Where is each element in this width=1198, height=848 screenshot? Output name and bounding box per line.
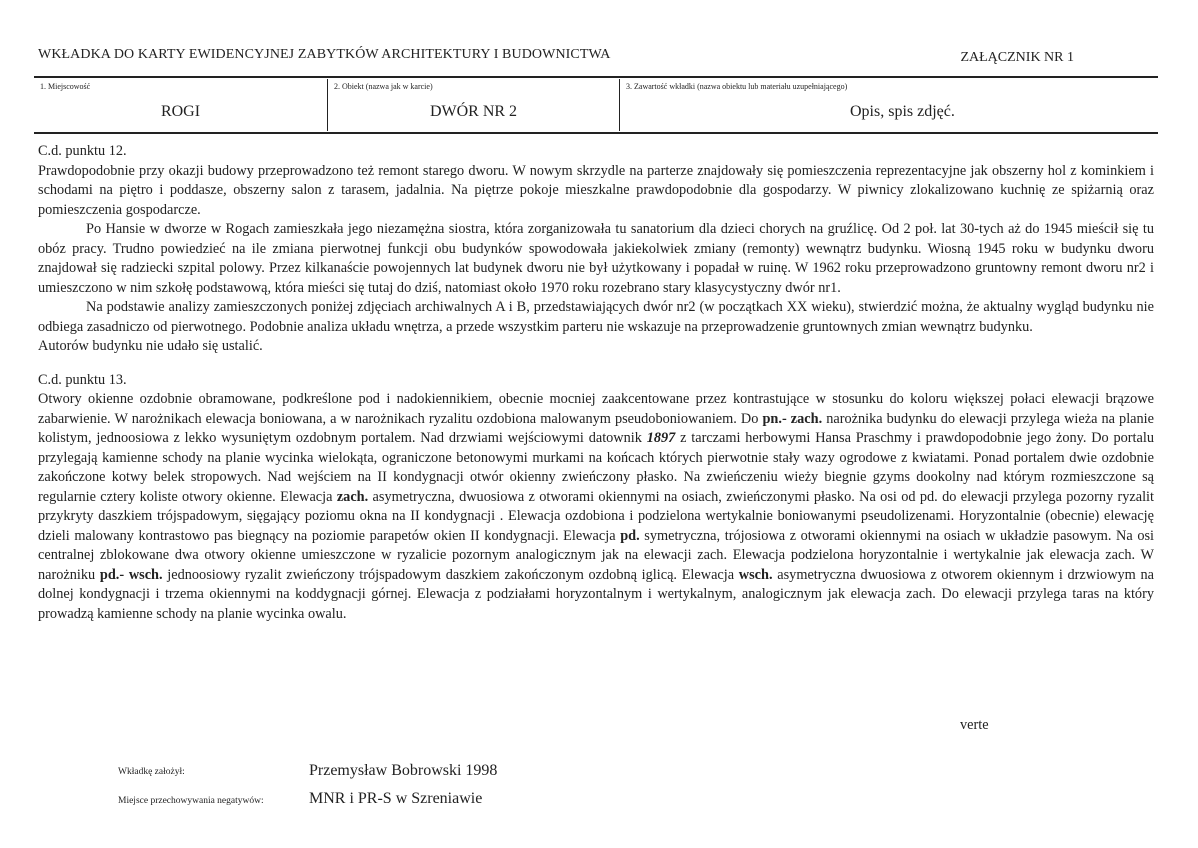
text-run: asymetryczna dwuosiowa z otworem okiennym i drzwiowym na dolnej kondygnacji i trzema okiennymi na koddygnacji górnej. Elewacja z podziałami horyzontalnym i wertykalnym, analogicznym jak elewacja zach. Do elewacji przylega taras na który prowadzą kamienne schody na planie wycinka owalu.: [38, 566, 1154, 622]
text-run: symetryczna, trójosiowa z otworami okiennymi na osiach w układzie pasowym. Na osi centralnej zblokowane dwa otwory okienne umieszczone w ryzalicie pozornym analogicznym jak na elewacji zach. Elewacja podzielona horyzontalnie i wertykalnie jak elewacja zach. W narożniku: [38, 527, 1155, 583]
section-13-paragraph: [38, 390, 1154, 624]
document-title: WKŁADKA DO KARTY EWIDENCYJNEJ ZABYTKÓW ARCHITEKTURY I BUDOWNICTWA: [38, 47, 611, 62]
header-rule-top: [34, 76, 1158, 78]
section-gap: [38, 357, 1154, 371]
contents-value: Opis, spis zdjęć.: [850, 103, 955, 120]
section-12-paragraph-2: Po Hansie w dworze w Rogach zamieszkała jego niezamężna siostra, która zorganizowała tu sanatorium dla dzieci chorych na gruźlicę. Od 2 poł. lat 30-tych aż do 1945 mieścił się tu obóz pracy. Trudno powiedzieć na ile zmiana pierwotnej funkcji obu budynków spowodowała jakiekolwiek zmiany (remonty) wewnątrz budynku. Wiosną 1945 roku w budynku dworu znajdował się radziecki szpital polowy. Przez kilkanaście powojennych lat budynek dworu nie był użytkowany i popadał w ruinę. W 1962 roku przeprowadzono gruntowny remont dworu nr2 i umieszczono w nim szkołę podstawową, która mieści się tutaj do dziś, natomiast około 1970 roku rozebrano stary klasycystyczny dwór nr1.: [38, 221, 1154, 296]
contents-label: 3. Zawartość wkładki (nazwa obiektu lub materiału uzupełniającego): [626, 82, 848, 91]
locality-label: 1. Miejscowość: [40, 82, 91, 91]
storage-label: Miejsce przechowywania negatywów:: [118, 796, 264, 806]
section-12-paragraph-4: Autorów budynku nie udało się ustalić.: [38, 338, 263, 354]
storage-value: MNR i PR-S w Szreniawie: [309, 790, 483, 807]
bold-direction-zach: zach.: [336, 488, 369, 505]
text-run: z tarczami herbowymi Hansa Praschmy i prawdopodobnie jego żony. Do portalu przylegają kamienne schody na planie wycinka wielokąta, ograniczone betonowymi murkami na końcach których pierwotnie stały wazy ogrodowe z kwiatami. Ponad portalem dwie ozdobnie zakończone kotwy belek stropowych. Nad wejściem na II kondygnacji otwór okienny zwieńczony płasko. Na zwieńczeniu wieży biegnie gzyms dookolny nad którym rozmieszczone są regularnie cztery koliste otwory okienne. Elewacja: [38, 430, 1154, 505]
verte-note: verte: [960, 717, 989, 733]
section-12-heading: C.d. punktu 12.: [38, 143, 127, 159]
bold-direction-pd-wsch: pd.- wsch.: [99, 566, 163, 583]
section-12-paragraph-3: Na podstawie analizy zamieszczonych poniżej zdjęciach archiwalnych A i B, przedstawiających dwór nr2 (w początkach XX wieku), stwierdzić można, że aktualny wygląd budynku nie odbiega zasadniczo od pierwotnego. Podobnie analiza układu wnętrza, a przede wszystkim parteru nie wskazuje na przeprowadzenie gruntownych zmian wewnątrz budynku.: [38, 299, 1154, 335]
bold-direction-wsch: wsch.: [738, 566, 773, 583]
text-run: narożnika budynku do elewacji przylega wieża na planie kolistym, jednoosiowa z lekko wysuniętym ozdobnym portalem. Nad drzwiami wejściowymi datownik: [38, 410, 1154, 446]
text-run: Otwory okienne ozdobnie obramowane, podkreślone pod i nadokiennikiem, obecnie mocniej zaakcentowane przez kontrastujące w stosunku do koloru większej połaci elewacji brązowe zabarwienie. W narożnikach elewacja boniowana, a w narożnikach ryzalitu ozdobiona malowanym pseudoboniowaniem. Do: [38, 391, 1154, 427]
bold-direction-pn-zach: pn.- zach.: [762, 410, 823, 427]
date-stamp-1897: 1897: [646, 430, 676, 446]
locality-value: ROGI: [160, 103, 201, 120]
header-rule-bottom: [34, 132, 1158, 134]
object-label: 2. Obiekt (nazwa jak w karcie): [334, 82, 433, 91]
annex-number: ZAŁĄCZNIK NR 1: [960, 50, 1074, 65]
section-13-heading: C.d. punktu 13.: [38, 371, 127, 388]
cell-object: [327, 79, 619, 131]
document-body: [38, 142, 1154, 624]
text-run: asymetryczna, dwuosiowa z otworami okiennymi na osiach, zwieńczonymi płasko. Na osi od pd. do elewacji przylega pozorny ryzalit przykryty daszkiem trójspadowym, sięgający poziomu okna na II kondygnacji . Elewacja ozdobiona i podzielona wertykalnie boniowanymi pseudolizenami. Horyzontalnie (obecnie) elewację dzieli malowany kontrastowo pas biegnący na poziomie parapetów okien II kondygnacji. Elewacja: [38, 488, 1154, 544]
author-value: Przemysław Bobrowski 1998: [309, 762, 498, 779]
info-table: [34, 79, 1158, 131]
author-label: Wkładkę założył:: [118, 767, 185, 777]
text-run: jednoosiowy ryzalit zwieńczony trójspadowym daszkiem zakończonym ozdobną iglicą. Elewacja: [162, 566, 739, 583]
cell-contents: [619, 79, 1158, 131]
cell-locality: [34, 79, 327, 131]
section-12-paragraph-1: Prawdopodobnie przy okazji budowy przeprowadzono też remont starego dworu. W nowym skrzydle na parterze znajdowały się pomieszczenia reprezentacyjne jak obszerny hol z kominkiem i schodami na piętro i poddasze, obszerny salon z tarasem, jadalnia. Na piętrze pokoje mieszkalne prawdopodobnie dla gospodarzy. W piwnicy zlokalizowano kuchnię ze spiżarnią oraz pomieszczenia gospodarcze.: [38, 162, 1154, 218]
object-value: DWÓR NR 2: [429, 103, 518, 120]
bold-direction-pd: pd.: [620, 527, 640, 544]
